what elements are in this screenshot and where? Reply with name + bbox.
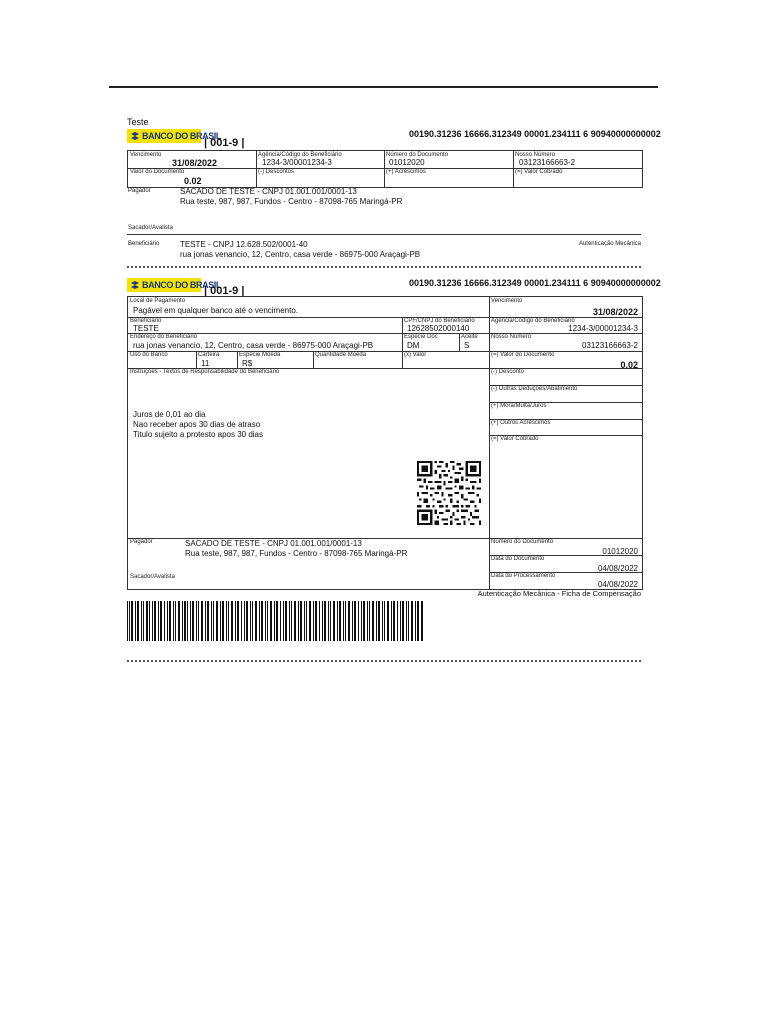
slip-endereco-label: Endereço do Beneficiário <box>130 334 198 340</box>
slip-carteira-label: Carteira <box>198 352 220 358</box>
slip-agencia-cell <box>489 317 642 333</box>
bank-logo-slip-icon <box>130 280 140 290</box>
bank-logo-slip-text: BANCO DO BRASIL <box>142 280 221 290</box>
receipt-valor-label: Valor do Documento <box>130 169 185 175</box>
slip-valor-doc-cell <box>489 351 642 368</box>
slip-moeda-cell <box>237 351 313 368</box>
receipt-numdoc-label: Número do Documento <box>386 152 449 158</box>
receipt-acrescimos-label: (+) Acréscimos <box>386 169 426 175</box>
slip-valor-cobrado-cell <box>489 435 642 538</box>
slip-vencimento-label: Vencimento <box>491 298 523 304</box>
slip-carteira-value: 11 <box>201 359 210 368</box>
receipt-numdoc-cell <box>384 151 513 168</box>
slip-outras-deducoes-label: (-) Outras Deduções/Abatimento <box>491 386 578 392</box>
slip-beneficiario-value: TESTE <box>133 324 159 333</box>
pix-qr-code <box>417 461 481 525</box>
slip-moeda-value: R$ <box>242 359 253 368</box>
receipt-beneficiario-label: Beneficiário <box>128 241 160 247</box>
slip-valor-doc-value: 0.02 <box>620 360 638 370</box>
slip-aceite-value: S <box>464 341 470 350</box>
receipt-valor-value: 0.02 <box>184 176 202 186</box>
slip-instrucoes-cell <box>128 368 489 538</box>
slip-autenticacao: Autenticação Mecânica - Ficha de Compensação <box>477 589 641 598</box>
receipt-pagador-line2: Rua teste, 987, 987, Fundos - Centro - 87098-765 Maringá-PR <box>180 197 403 206</box>
slip-beneficiario-label: Beneficiário <box>130 318 162 324</box>
cut-line-top <box>127 266 641 268</box>
receipt-nosso-value: 03123166663-2 <box>519 158 576 167</box>
bank-code: | 001-9 | <box>204 137 245 149</box>
slip-quantidade-label: Quantidade Moeda <box>315 352 367 358</box>
slip-especie-doc-label: Espécie Doc <box>404 334 438 340</box>
slip-data-proc-value: 04/08/2022 <box>597 580 638 589</box>
cut-line-bottom <box>127 660 641 662</box>
slip-instrucao-3: Titulo sujeito a protesto apos 30 dias <box>133 430 264 439</box>
slip-especie-doc-value: DM <box>407 341 420 350</box>
slip-nosso-cell <box>489 333 642 351</box>
slip-xvalor-label: (x) Valor <box>404 352 427 358</box>
slip-carteira-cell <box>196 351 237 368</box>
slip-pagador-label: Pagador <box>130 539 153 545</box>
receipt-autenticacao-label: Autenticação Mecânica <box>578 241 641 247</box>
receipt-nosso-label: Nosso Número <box>515 152 556 158</box>
slip-outros-acrescimos-label: (+) Outros Acréscimos <box>491 420 551 426</box>
receipt-descontos-cell <box>256 168 384 187</box>
slip-numdoc-cell <box>489 538 642 555</box>
slip-data-doc-label: Data do Documento <box>491 556 545 562</box>
slip-uso-label: Uso do Banco <box>130 352 168 358</box>
slip-quantidade-cell <box>313 351 402 368</box>
slip-local-label: Local de Pagamento <box>130 298 186 304</box>
bank-logo <box>127 129 221 143</box>
slip-outros-acrescimos-cell <box>489 419 642 435</box>
slip-instrucao-2: Nao receber apos 30 dias de atraso <box>133 420 261 429</box>
slip-aceite-label: Aceite <box>461 334 478 340</box>
slip-numdoc-value: 01012020 <box>602 547 638 556</box>
slip-pagador-line1: SACADO DE TESTE - CNPJ 01.001.001/0001-13 <box>185 539 362 548</box>
receipt-agencia-value: 1234-3/00001234-3 <box>262 158 332 167</box>
bank-logo-icon <box>130 131 140 141</box>
slip-vencimento-value: 31/08/2022 <box>592 307 638 317</box>
receipt-sacador-label: Sacador/Avalista <box>128 225 173 231</box>
receipt-pagador-label: Pagador <box>128 188 151 194</box>
slip-data-doc-value: 04/08/2022 <box>597 564 638 573</box>
receipt-agencia-label: Agência/Código do Beneficiário <box>258 152 342 158</box>
slip-instrucoes-label: Instruções - Textos de Responsabilidade do Beneficiário <box>130 369 280 375</box>
receipt-cobrado-cell <box>513 168 642 187</box>
receipt-grid <box>127 150 643 188</box>
slip-xvalor-cell <box>402 351 489 368</box>
barcode <box>127 601 423 641</box>
slip-endereco-value: rua jonas venancio, 12, Centro, casa verde - 86975-000 Araçagi-PB <box>133 341 374 350</box>
slip-valor-cobrado-label: (=) Valor Cobrado <box>491 436 539 442</box>
receipt-nosso-cell <box>513 151 642 168</box>
slip-data-doc-cell <box>489 555 642 572</box>
slip-local-value: Pagável em qualquer banco até o vencimento. <box>133 306 298 315</box>
slip-agencia-value: 1234-3/00001234-3 <box>568 324 638 333</box>
slip-vencimento-cell <box>489 297 642 317</box>
slip-mora-cell <box>489 402 642 419</box>
slip-data-proc-cell <box>489 572 642 589</box>
slip-nosso-value: 03123166663-2 <box>581 341 638 350</box>
slip-cpf-label: CPF/CNPJ do Beneficiário <box>404 318 475 324</box>
slip-cpf-cell <box>402 317 489 333</box>
receipt-valor-cell <box>128 168 256 187</box>
slip-outras-deducoes-cell <box>489 385 642 402</box>
receipt-sacador-rule <box>127 234 641 235</box>
receipt-cobrado-label: (=) Valor Cobrado <box>515 169 563 175</box>
receipt-descontos-label: (-) Descontos <box>258 169 295 175</box>
receipt-beneficiario-line2: rua jonas venancio, 12, Centro, casa verde - 86975-000 Araçagi-PB <box>180 250 421 259</box>
slip-especie-doc-cell <box>402 333 459 351</box>
slip-agencia-label: Agência/Código do Beneficiário <box>491 318 575 324</box>
bank-logo-text: BANCO DO BRASIL <box>142 131 221 141</box>
receipt-title: Teste <box>127 117 149 127</box>
receipt-pagador-line1: SACADO DE TESTE - CNPJ 01.001.001/0001-13 <box>180 187 357 196</box>
slip-mora-label: (+) Mora/Multa/Juros <box>491 403 547 409</box>
slip-pagador-line2: Rua teste, 987, 987, Fundos - Centro - 87098-765 Maringá-PR <box>185 549 408 558</box>
receipt-agencia-cell <box>256 151 384 168</box>
slip-local-cell <box>128 297 489 317</box>
slip-endereco-cell <box>128 333 402 351</box>
slip-instrucao-1: Juros de 0,01 ao dia <box>133 410 206 419</box>
receipt-vencimento-value: 31/08/2022 <box>172 158 218 168</box>
slip-valor-doc-label: (=) Valor do Documento <box>491 352 555 358</box>
receipt-acrescimos-cell <box>384 168 513 187</box>
slip-uso-cell <box>128 351 196 368</box>
receipt-beneficiario-line1: TESTE - CNPJ 12.628.502/0001-40 <box>180 240 308 249</box>
bank-logo-slip <box>127 278 221 292</box>
slip-desconto-label: (-) Desconto <box>491 369 525 375</box>
slip-data-proc-label: Data do Processamento <box>491 573 556 579</box>
slip-nosso-label: Nosso Número <box>491 334 532 340</box>
receipt-vencimento-cell <box>128 151 256 168</box>
slip-sacador-label: Sacador/Avalista <box>130 574 175 580</box>
bank-code-slip: | 001-9 | <box>204 285 245 297</box>
receipt-numdoc-value: 01012020 <box>389 158 425 167</box>
digitable-line: 00190.31236 16666.312349 00001.234111 6 90940000000002 <box>409 129 661 139</box>
slip-aceite-cell <box>459 333 489 351</box>
slip-beneficiario-cell <box>128 317 402 333</box>
receipt-vencimento-label: Vencimento <box>130 152 162 158</box>
slip-moeda-label: Espécie Moeda <box>239 352 281 358</box>
slip-frame <box>127 296 643 590</box>
top-rule <box>109 86 658 88</box>
slip-numdoc-label: Número do Documento <box>491 539 554 545</box>
slip-cpf-value: 12628502000140 <box>407 324 470 333</box>
slip-desconto-cell <box>489 368 642 385</box>
digitable-line-slip: 00190.31236 16666.312349 00001.234111 6 90940000000002 <box>409 278 661 288</box>
slip-pagador-cell <box>128 538 489 589</box>
